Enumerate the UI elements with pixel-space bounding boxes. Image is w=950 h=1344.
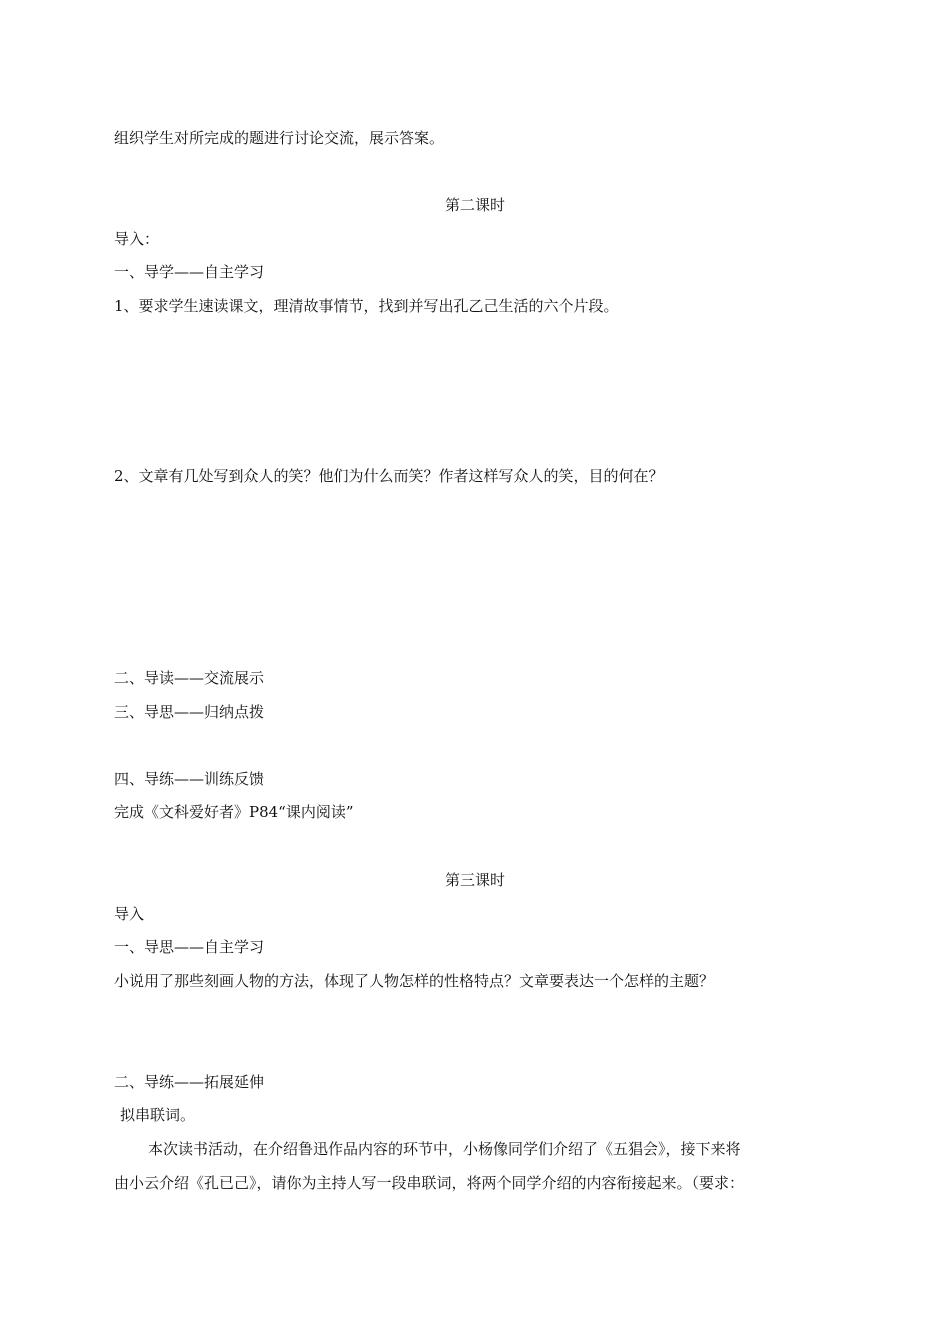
paragraph-intro: 组织学生对所完成的题进行讨论交流，展示答案。 bbox=[114, 129, 445, 147]
question-3: 小说用了那些刻画人物的方法，体现了人物怎样的性格特点？文章要表达一个怎样的主题？ bbox=[114, 972, 715, 990]
section-heading-4: 四、导练——训练反馈 bbox=[114, 770, 265, 788]
section-heading-5: 一、导思——自主学习 bbox=[114, 938, 265, 956]
task-title: 拟串联词。 bbox=[120, 1106, 196, 1124]
lesson-heading-second: 第二课时 bbox=[444, 196, 505, 214]
lesson-heading-third: 第三课时 bbox=[444, 871, 505, 889]
task-paragraph-line-2: 由小云介绍《孔已己》，请你为主持人写一段串联词，将两个同学介绍的内容衔接起来。（要求： bbox=[114, 1174, 745, 1192]
section-heading-6: 二、导练——拓展延伸 bbox=[114, 1073, 265, 1091]
question-1: 1、要求学生速读课文，理清故事情节，找到并写出孔乙己生活的六个片段。 bbox=[114, 297, 619, 315]
section-heading-1: 一、导学——自主学习 bbox=[114, 263, 265, 281]
question-2: 2、文章有几处写到众人的笑？他们为什么而笑？作者这样写众人的笑，目的何在？ bbox=[114, 467, 664, 485]
section-heading-3: 三、导思——归纳点拨 bbox=[114, 703, 265, 721]
section-intro-label-2: 导入 bbox=[114, 905, 145, 923]
section-heading-2: 二、导读——交流展示 bbox=[114, 669, 265, 687]
task-paragraph-line-1: 本次读书活动，在介绍鲁迅作品内容的环节中，小杨像同学们介绍了《五猖会》，接下来将 bbox=[148, 1140, 741, 1158]
exercise-reference: 完成《文科爱好者》P84“课内阅读” bbox=[114, 803, 354, 821]
section-intro-label: 导入： bbox=[114, 230, 160, 248]
